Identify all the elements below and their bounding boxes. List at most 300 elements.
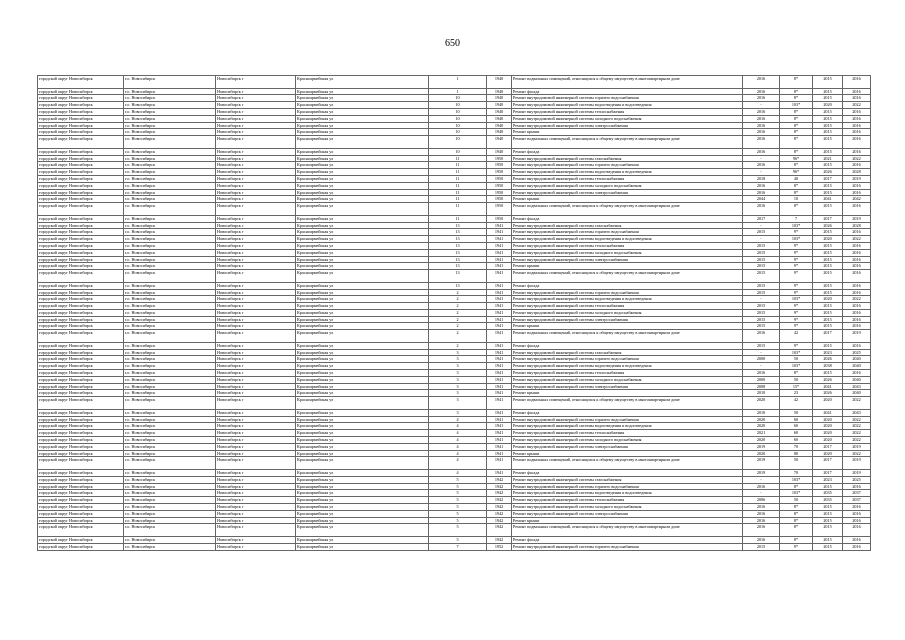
city-cell: Новосибирск г bbox=[216, 155, 296, 162]
city-cell: Новосибирск г bbox=[216, 423, 296, 430]
plan-end-cell: 2016 bbox=[843, 136, 871, 149]
work-type-cell: Ремонт подвальных помещений, относящихся к общему имуществу в многоквартирном доме bbox=[512, 397, 743, 410]
last-repair-cell: 2000 bbox=[743, 376, 780, 383]
last-repair-cell: - bbox=[743, 363, 780, 370]
wear-cell: 7 bbox=[780, 215, 813, 222]
last-repair-cell: - bbox=[743, 169, 780, 176]
year-built-cell: 1950 bbox=[487, 203, 512, 216]
wear-cell: 9* bbox=[780, 289, 813, 296]
plan-start-cell: 2026 bbox=[813, 222, 843, 229]
city-cell: Новосибирск г bbox=[216, 342, 296, 349]
plan-start-cell: 2015 bbox=[813, 263, 843, 270]
street-cell: Красноармейская ул bbox=[296, 517, 429, 524]
table-row bbox=[38, 263, 871, 270]
work-type-cell: Ремонт внутридомовой инженерной системы холодного водоснабжения bbox=[512, 182, 743, 189]
last-repair-cell: 2006 bbox=[743, 497, 780, 504]
district-cell: городской округ Новосибирск bbox=[38, 88, 124, 95]
wear-cell: 9* bbox=[780, 303, 813, 310]
plan-end-cell: 2016 bbox=[843, 543, 871, 550]
table-row bbox=[38, 316, 871, 323]
house-cell: 3 bbox=[429, 409, 487, 416]
year-built-cell: 1942 bbox=[487, 510, 512, 517]
house-cell: 2 bbox=[429, 296, 487, 303]
wear-cell: 9* bbox=[780, 342, 813, 349]
wear-cell: 9* bbox=[780, 249, 813, 256]
house-cell: 13 bbox=[429, 229, 487, 236]
table-row bbox=[38, 215, 871, 222]
year-built-cell: 1941 bbox=[487, 296, 512, 303]
house-cell: 5 bbox=[429, 490, 487, 497]
wear-cell: 8* bbox=[780, 108, 813, 115]
district-cell: городской округ Новосибирск bbox=[38, 423, 124, 430]
city-cell: Новосибирск г bbox=[216, 363, 296, 370]
municipality-cell: г.о. Новосибирск bbox=[124, 270, 216, 283]
street-cell: Красноармейская ул bbox=[296, 242, 429, 249]
street-cell: Красноармейская ул bbox=[296, 330, 429, 343]
plan-end-cell: 2022 bbox=[843, 155, 871, 162]
year-built-cell: 1941 bbox=[487, 437, 512, 444]
table-row bbox=[38, 296, 871, 303]
plan-end-cell: 2025 bbox=[843, 349, 871, 356]
work-type-cell: Ремонт внутридомовой инженерной системы теплоснабжения bbox=[512, 430, 743, 437]
plan-end-cell: 2016 bbox=[843, 270, 871, 283]
wear-cell: 50 bbox=[780, 409, 813, 416]
street-cell: Красноармейская ул bbox=[296, 437, 429, 444]
last-repair-cell: 2018 bbox=[743, 175, 780, 182]
house-cell: 3 bbox=[429, 370, 487, 377]
street-cell: Красноармейская ул bbox=[296, 356, 429, 363]
municipality-cell: г.о. Новосибирск bbox=[124, 470, 216, 477]
last-repair-cell: 2000 bbox=[743, 356, 780, 363]
plan-end-cell: 2043 bbox=[843, 383, 871, 390]
plan-start-cell: 2015 bbox=[813, 289, 843, 296]
work-type-cell: Ремонт внутридомовой инженерной системы холодного водоснабжения bbox=[512, 115, 743, 122]
plan-end-cell: 2022 bbox=[843, 430, 871, 437]
plan-start-cell: 2015 bbox=[813, 129, 843, 136]
street-cell: Красноармейская ул bbox=[296, 397, 429, 410]
city-cell: Новосибирск г bbox=[216, 270, 296, 283]
wear-cell: 50 bbox=[780, 356, 813, 363]
page-number: 650 bbox=[445, 38, 460, 49]
wear-cell: 40 bbox=[780, 175, 813, 182]
house-cell: 10 bbox=[429, 122, 487, 129]
wear-cell: 8* bbox=[780, 115, 813, 122]
plan-start-cell: 2020 bbox=[813, 437, 843, 444]
last-repair-cell: 2016 bbox=[743, 182, 780, 189]
street-cell: Красноармейская ул bbox=[296, 536, 429, 543]
work-type-cell: Ремонт внутридомовой инженерной системы холодного водоснабжения bbox=[512, 376, 743, 383]
house-cell: 11 bbox=[429, 189, 487, 196]
city-cell: Новосибирск г bbox=[216, 148, 296, 155]
city-cell: Новосибирск г bbox=[216, 457, 296, 470]
municipality-cell: г.о. Новосибирск bbox=[124, 155, 216, 162]
year-built-cell: 1941 bbox=[487, 229, 512, 236]
plan-end-cell: 2016 bbox=[843, 203, 871, 216]
street-cell: Красноармейская ул bbox=[296, 102, 429, 109]
last-repair-cell: 2015 bbox=[743, 316, 780, 323]
table-row bbox=[38, 115, 871, 122]
district-cell: городской округ Новосибирск bbox=[38, 215, 124, 222]
table-row bbox=[38, 289, 871, 296]
wear-cell: 80 bbox=[780, 450, 813, 457]
plan-end-cell: 2016 bbox=[843, 189, 871, 196]
plan-end-cell: 2016 bbox=[843, 316, 871, 323]
work-type-cell: Ремонт внутридомовой инженерной системы горячего водоснабжения bbox=[512, 289, 743, 296]
year-built-cell: 1941 bbox=[487, 349, 512, 356]
district-cell: городской округ Новосибирск bbox=[38, 303, 124, 310]
year-built-cell: 1940 bbox=[487, 88, 512, 95]
house-cell: 10 bbox=[429, 136, 487, 149]
wear-cell: 50 bbox=[780, 497, 813, 504]
street-cell: Красноармейская ул bbox=[296, 229, 429, 236]
plan-start-cell: 2021 bbox=[813, 155, 843, 162]
plan-start-cell: 2015 bbox=[813, 189, 843, 196]
wear-cell: 60 bbox=[780, 416, 813, 423]
city-cell: Новосибирск г bbox=[216, 476, 296, 483]
last-repair-cell: 2016 bbox=[743, 517, 780, 524]
wear-cell: 8* bbox=[780, 536, 813, 543]
plan-end-cell: 2022 bbox=[843, 102, 871, 109]
district-cell: городской округ Новосибирск bbox=[38, 76, 124, 89]
wear-cell: 8* bbox=[780, 129, 813, 136]
district-cell: городской округ Новосибирск bbox=[38, 490, 124, 497]
wear-cell: 9* bbox=[780, 316, 813, 323]
plan-start-cell: 2015 bbox=[813, 504, 843, 511]
house-cell: 4 bbox=[429, 423, 487, 430]
city-cell: Новосибирск г bbox=[216, 330, 296, 343]
year-built-cell: 1941 bbox=[487, 423, 512, 430]
house-cell: 5 bbox=[429, 536, 487, 543]
district-cell: городской округ Новосибирск bbox=[38, 330, 124, 343]
wear-cell: 103* bbox=[780, 490, 813, 497]
last-repair-cell: 2016 bbox=[743, 162, 780, 169]
district-cell: городской округ Новосибирск bbox=[38, 242, 124, 249]
work-type-cell: Ремонт крыши bbox=[512, 450, 743, 457]
house-cell: 3 bbox=[429, 349, 487, 356]
plan-start-cell: 2020 bbox=[813, 416, 843, 423]
work-type-cell: Ремонт внутридомовой инженерной системы холодного водоснабжения bbox=[512, 309, 743, 316]
plan-start-cell: 2015 bbox=[813, 282, 843, 289]
street-cell: Красноармейская ул bbox=[296, 162, 429, 169]
municipality-cell: г.о. Новосибирск bbox=[124, 536, 216, 543]
district-cell: городской округ Новосибирск bbox=[38, 155, 124, 162]
house-cell: 13 bbox=[429, 242, 487, 249]
wear-cell: 70 bbox=[780, 470, 813, 477]
street-cell: Красноармейская ул bbox=[296, 376, 429, 383]
house-cell: 13 bbox=[429, 282, 487, 289]
year-built-cell: 1942 bbox=[487, 497, 512, 504]
last-repair-cell: 2010 bbox=[743, 409, 780, 416]
plan-end-cell: 2016 bbox=[843, 483, 871, 490]
wear-cell: 103* bbox=[780, 349, 813, 356]
district-cell: городской округ Новосибирск bbox=[38, 510, 124, 517]
table-row bbox=[38, 383, 871, 390]
house-cell: 11 bbox=[429, 169, 487, 176]
city-cell: Новосибирск г bbox=[216, 162, 296, 169]
municipality-cell: г.о. Новосибирск bbox=[124, 517, 216, 524]
year-built-cell: 1950 bbox=[487, 175, 512, 182]
district-cell: городской округ Новосибирск bbox=[38, 437, 124, 444]
street-cell: Красноармейская ул bbox=[296, 383, 429, 390]
street-cell: Красноармейская ул bbox=[296, 510, 429, 517]
city-cell: Новосибирск г bbox=[216, 196, 296, 203]
district-cell: городской округ Новосибирск bbox=[38, 376, 124, 383]
last-repair-cell: 2019 bbox=[743, 457, 780, 470]
plan-start-cell: 2015 bbox=[813, 517, 843, 524]
municipality-cell: г.о. Новосибирск bbox=[124, 316, 216, 323]
plan-end-cell: 2016 bbox=[843, 510, 871, 517]
work-type-cell: Ремонт внутридомовой инженерной системы теплоснабжения bbox=[512, 370, 743, 377]
last-repair-cell: 2015 bbox=[743, 303, 780, 310]
plan-start-cell: 2015 bbox=[813, 203, 843, 216]
table-row bbox=[38, 136, 871, 149]
plan-start-cell: 2015 bbox=[813, 148, 843, 155]
municipality-cell: г.о. Новосибирск bbox=[124, 483, 216, 490]
last-repair-cell: - bbox=[743, 349, 780, 356]
district-cell: городской округ Новосибирск bbox=[38, 263, 124, 270]
work-type-cell: Ремонт подвальных помещений, относящихся к общему имуществу в многоквартирном доме bbox=[512, 76, 743, 89]
wear-cell: 42 bbox=[780, 397, 813, 410]
last-repair-cell: 2015 bbox=[743, 263, 780, 270]
year-built-cell: 1950 bbox=[487, 189, 512, 196]
municipality-cell: г.о. Новосибирск bbox=[124, 543, 216, 550]
work-type-cell: Ремонт внутридомовой инженерной системы электроснабжения bbox=[512, 122, 743, 129]
wear-cell: 8* bbox=[780, 136, 813, 149]
municipality-cell: г.о. Новосибирск bbox=[124, 129, 216, 136]
street-cell: Красноармейская ул bbox=[296, 543, 429, 550]
district-cell: городской округ Новосибирск bbox=[38, 390, 124, 397]
house-cell: 13 bbox=[429, 263, 487, 270]
municipality-cell: г.о. Новосибирск bbox=[124, 88, 216, 95]
year-built-cell: 1940 bbox=[487, 122, 512, 129]
year-built-cell: 1950 bbox=[487, 182, 512, 189]
last-repair-cell: 2016 bbox=[743, 108, 780, 115]
table-row bbox=[38, 430, 871, 437]
municipality-cell: г.о. Новосибирск bbox=[124, 169, 216, 176]
municipality-cell: г.о. Новосибирск bbox=[124, 122, 216, 129]
wear-cell: 8* bbox=[780, 370, 813, 377]
municipality-cell: г.о. Новосибирск bbox=[124, 296, 216, 303]
work-type-cell: Ремонт внутридомовой инженерной системы горячего водоснабжения bbox=[512, 416, 743, 423]
house-cell: 5 bbox=[429, 517, 487, 524]
plan-end-cell: 2016 bbox=[843, 536, 871, 543]
house-cell: 13 bbox=[429, 249, 487, 256]
city-cell: Новосибирск г bbox=[216, 437, 296, 444]
plan-end-cell: 2019 bbox=[843, 175, 871, 182]
district-cell: городской округ Новосибирск bbox=[38, 270, 124, 283]
table-row bbox=[38, 330, 871, 343]
house-cell: 2 bbox=[429, 342, 487, 349]
district-cell: городской округ Новосибирск bbox=[38, 129, 124, 136]
street-cell: Красноармейская ул bbox=[296, 524, 429, 537]
house-cell: 10 bbox=[429, 129, 487, 136]
last-repair-cell: 2016 bbox=[743, 504, 780, 511]
table-row bbox=[38, 249, 871, 256]
table-row bbox=[38, 397, 871, 410]
plan-start-cell: 2041 bbox=[813, 196, 843, 203]
street-cell: Красноармейская ул bbox=[296, 203, 429, 216]
last-repair-cell: 2015 bbox=[743, 323, 780, 330]
house-cell: 13 bbox=[429, 222, 487, 229]
plan-end-cell: 2037 bbox=[843, 497, 871, 504]
municipality-cell: г.о. Новосибирск bbox=[124, 423, 216, 430]
year-built-cell: 1940 bbox=[487, 95, 512, 102]
plan-end-cell: 2022 bbox=[843, 416, 871, 423]
work-type-cell: Ремонт внутридомовой инженерной системы горячего водоснабжения bbox=[512, 543, 743, 550]
city-cell: Новосибирск г bbox=[216, 303, 296, 310]
plan-end-cell: 2016 bbox=[843, 162, 871, 169]
municipality-cell: г.о. Новосибирск bbox=[124, 450, 216, 457]
plan-end-cell: 2016 bbox=[843, 242, 871, 249]
plan-end-cell: 2016 bbox=[843, 504, 871, 511]
work-type-cell: Ремонт внутридомовой инженерной системы горячего водоснабжения bbox=[512, 483, 743, 490]
street-cell: Красноармейская ул bbox=[296, 196, 429, 203]
city-cell: Новосибирск г bbox=[216, 370, 296, 377]
plan-end-cell: 2022 bbox=[843, 236, 871, 243]
year-built-cell: 1941 bbox=[487, 270, 512, 283]
plan-end-cell: 2016 bbox=[843, 342, 871, 349]
year-built-cell: 1941 bbox=[487, 342, 512, 349]
house-cell: 5 bbox=[429, 497, 487, 504]
year-built-cell: 1940 bbox=[487, 102, 512, 109]
table-row bbox=[38, 470, 871, 477]
table-row bbox=[38, 242, 871, 249]
work-type-cell: Ремонт подвальных помещений, относящихся к общему имуществу в многоквартирном доме bbox=[512, 203, 743, 216]
year-built-cell: 1940 bbox=[487, 76, 512, 89]
table-row bbox=[38, 450, 871, 457]
plan-end-cell: 2042 bbox=[843, 196, 871, 203]
street-cell: Красноармейская ул bbox=[296, 342, 429, 349]
work-type-cell: Ремонт крыши bbox=[512, 129, 743, 136]
plan-start-cell: 2015 bbox=[813, 249, 843, 256]
last-repair-cell: 2015 bbox=[743, 229, 780, 236]
street-cell: Красноармейская ул bbox=[296, 470, 429, 477]
plan-start-cell: 2020 bbox=[813, 102, 843, 109]
municipality-cell: г.о. Новосибирск bbox=[124, 242, 216, 249]
work-type-cell: Ремонт крыши bbox=[512, 263, 743, 270]
last-repair-cell: 2016 bbox=[743, 76, 780, 89]
municipality-cell: г.о. Новосибирск bbox=[124, 222, 216, 229]
plan-end-cell: 2016 bbox=[843, 229, 871, 236]
wear-cell: 8* bbox=[780, 88, 813, 95]
plan-start-cell: 2020 bbox=[813, 296, 843, 303]
municipality-cell: г.о. Новосибирск bbox=[124, 162, 216, 169]
last-repair-cell: 2020 bbox=[743, 416, 780, 423]
year-built-cell: 1941 bbox=[487, 316, 512, 323]
city-cell: Новосибирск г bbox=[216, 443, 296, 450]
plan-start-cell: 2017 bbox=[813, 457, 843, 470]
year-built-cell: 1941 bbox=[487, 397, 512, 410]
plan-end-cell: 2022 bbox=[843, 296, 871, 303]
municipality-cell: г.о. Новосибирск bbox=[124, 309, 216, 316]
last-repair-cell: - bbox=[743, 155, 780, 162]
street-cell: Красноармейская ул bbox=[296, 175, 429, 182]
district-cell: городской округ Новосибирск bbox=[38, 236, 124, 243]
plan-start-cell: 2015 bbox=[813, 162, 843, 169]
year-built-cell: 1942 bbox=[487, 504, 512, 511]
plan-end-cell: 2028 bbox=[843, 169, 871, 176]
work-type-cell: Ремонт внутридомовой инженерной системы холодного водоснабжения bbox=[512, 249, 743, 256]
street-cell: Красноармейская ул bbox=[296, 263, 429, 270]
wear-cell: 9* bbox=[780, 282, 813, 289]
table-row bbox=[38, 162, 871, 169]
plan-start-cell: 2017 bbox=[813, 470, 843, 477]
work-type-cell: Ремонт внутридомовой инженерной системы электроснабжения bbox=[512, 383, 743, 390]
work-type-cell: Ремонт подвальных помещений, относящихся к общему имуществу в многоквартирном доме bbox=[512, 270, 743, 283]
municipality-cell: г.о. Новосибирск bbox=[124, 363, 216, 370]
plan-end-cell: 2016 bbox=[843, 303, 871, 310]
municipality-cell: г.о. Новосибирск bbox=[124, 370, 216, 377]
table-row bbox=[38, 524, 871, 537]
district-cell: городской округ Новосибирск bbox=[38, 457, 124, 470]
plan-end-cell: 2016 bbox=[843, 263, 871, 270]
plan-end-cell: 2040 bbox=[843, 356, 871, 363]
table-row bbox=[38, 497, 871, 504]
municipality-cell: г.о. Новосибирск bbox=[124, 136, 216, 149]
city-cell: Новосибирск г bbox=[216, 129, 296, 136]
street-cell: Красноармейская ул bbox=[296, 416, 429, 423]
table-row bbox=[38, 517, 871, 524]
table-row bbox=[38, 437, 871, 444]
wear-cell: 8* bbox=[780, 162, 813, 169]
city-cell: Новосибирск г bbox=[216, 316, 296, 323]
table-row bbox=[38, 504, 871, 511]
wear-cell: 8* bbox=[780, 483, 813, 490]
plan-start-cell: 2026 bbox=[813, 356, 843, 363]
house-cell: 10 bbox=[429, 148, 487, 155]
street-cell: Красноармейская ул bbox=[296, 370, 429, 377]
last-repair-cell: 2021 bbox=[743, 430, 780, 437]
work-type-cell: Ремонт внутридомовой инженерной системы водоотведения и водоотведения bbox=[512, 363, 743, 370]
house-cell: 5 bbox=[429, 524, 487, 537]
plan-start-cell: 2035 bbox=[813, 490, 843, 497]
plan-start-cell: 2015 bbox=[813, 270, 843, 283]
city-cell: Новосибирск г bbox=[216, 483, 296, 490]
last-repair-cell: - bbox=[743, 490, 780, 497]
wear-cell: 50 bbox=[780, 457, 813, 470]
plan-end-cell: 2022 bbox=[843, 397, 871, 410]
plan-start-cell: 2015 bbox=[813, 303, 843, 310]
city-cell: Новосибирск г bbox=[216, 189, 296, 196]
house-cell: 1 bbox=[429, 88, 487, 95]
work-type-cell: Ремонт крыши bbox=[512, 323, 743, 330]
plan-start-cell: 2015 bbox=[813, 136, 843, 149]
municipality-cell: г.о. Новосибирск bbox=[124, 457, 216, 470]
city-cell: Новосибирск г bbox=[216, 256, 296, 263]
wear-cell: 8* bbox=[780, 182, 813, 189]
district-cell: городской округ Новосибирск bbox=[38, 122, 124, 129]
plan-start-cell: 2015 bbox=[813, 370, 843, 377]
street-cell: Красноармейская ул bbox=[296, 423, 429, 430]
year-built-cell: 1942 bbox=[487, 536, 512, 543]
municipality-cell: г.о. Новосибирск bbox=[124, 182, 216, 189]
work-type-cell: Ремонт подвальных помещений, относящихся к общему имуществу в многоквартирном доме bbox=[512, 330, 743, 343]
plan-start-cell: 2015 bbox=[813, 309, 843, 316]
last-repair-cell: 2016 bbox=[743, 95, 780, 102]
work-type-cell: Ремонт фасада bbox=[512, 409, 743, 416]
city-cell: Новосибирск г bbox=[216, 88, 296, 95]
work-type-cell: Ремонт внутридомовой инженерной системы теплоснабжения bbox=[512, 497, 743, 504]
house-cell: 3 bbox=[429, 390, 487, 397]
last-repair-cell: 2016 bbox=[743, 510, 780, 517]
municipality-cell: г.о. Новосибирск bbox=[124, 437, 216, 444]
district-cell: городской округ Новосибирск bbox=[38, 282, 124, 289]
plan-start-cell: 2020 bbox=[813, 450, 843, 457]
street-cell: Красноармейская ул bbox=[296, 136, 429, 149]
plan-start-cell: 2020 bbox=[813, 423, 843, 430]
house-cell: 13 bbox=[429, 236, 487, 243]
year-built-cell: 1940 bbox=[487, 129, 512, 136]
